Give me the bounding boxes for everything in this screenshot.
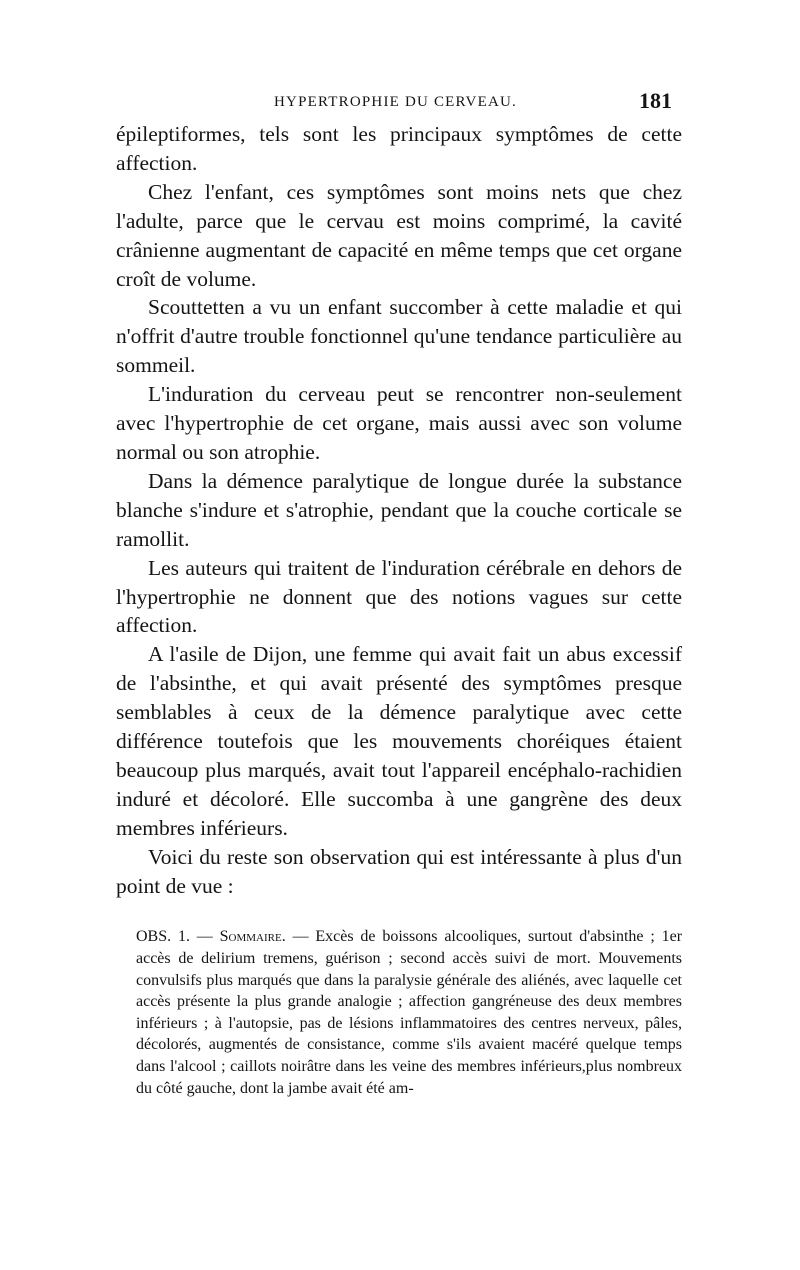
paragraph: A l'asile de Dijon, une femme qui avait fait un abus excessif de l'absinthe, et qui avait présenté des symptômes presque semblables à ceux de la démence paralytique avec cette différence toutefois que les mouvements choréiques étaient beaucoup plus marqués, avait tout l'appareil encéphalo-rachidien induré et décoloré. Elle succomba à une gangrène des deux membres inférieurs. — [116, 642, 682, 840]
paragraph: épileptiformes, tels sont les principaux symptômes de cette affection. — [116, 122, 682, 175]
paragraph: Dans la démence paralytique de longue durée la substance blanche s'indure et s'atrophie, pendant que la couche corticale se ramollit. — [116, 468, 682, 551]
observation-summary — [116, 926, 682, 1099]
book-page — [116, 84, 682, 1099]
observation-label: OBS. 1. — — [136, 928, 213, 946]
paragraph: Scouttetten a vu un enfant succomber à cette maladie et qui n'offrit d'autre trouble fonctionnel qu'une tendance particulière au sommeil. — [116, 295, 682, 378]
summary-text: — Excès de boissons alcooliques, surtout d'absinthe ; 1er accès de delirium tremens, guérison ; second accès suivi de mort. Mouvements convulsifs plus marqués que dans la paralysie générale des aliénés, avec laquelle cet accès présente la plus grande analogie ; affection gangréneuse des deux membres inférieurs ; à l'autopsie, pas de lésions inflammatoires des centres nerveux, pâles, décolorés, augmentés de consistance, comme s'ils avaient macéré quelque temps dans l'alcool ; caillots noirâtre dans les veine des membres inférieurs,plus nombreux du côté gauche, dont la jambe avait été am- — [136, 928, 683, 1097]
paragraph: Voici du reste son observation qui est intéressante à plus d'un point de vue : — [116, 844, 682, 898]
summary-heading: Sommaire. — [219, 928, 286, 946]
paragraph: Chez l'enfant, ces symptômes sont moins nets que chez l'adulte, parce que le cervau est moins comprimé, la cavité crânienne augmentant de capacité en même temps que cet organe croît de volume. — [116, 179, 682, 291]
paragraph: L'induration du cerveau peut se rencontrer non-seulement avec l'hypertrophie de cet organe, mais aussi avec son volume normal ou son atrophie. — [116, 382, 682, 464]
paragraph: Les auteurs qui traitent de l'induration cérébrale en dehors de l'hypertrophie ne donnent que des notions vagues sur cette affection. — [116, 555, 682, 638]
main-text — [116, 120, 682, 900]
page-number: 181 — [639, 88, 672, 113]
running-header — [116, 84, 682, 120]
running-title: HYPERTROPHIE DU CERVEAU. — [274, 94, 517, 110]
